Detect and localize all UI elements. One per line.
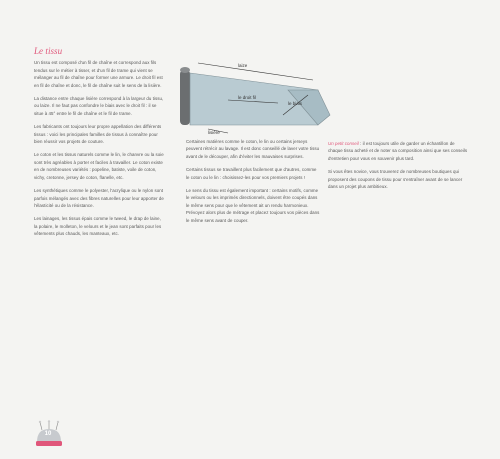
paragraph: Le coton et les tissus naturels comme le lin, le chanvre ou la soie sont très agréables à porter et faciles à travailler. Le coton existe en de nombreuses variétés : popeline, batiste, voile de coton, vichy, cretonne, jersey de coton, flanelle, etc. xyxy=(34,152,164,180)
tip-label: Un petit conseil xyxy=(328,141,359,146)
label-biais: le biais xyxy=(288,101,303,106)
paragraph: Le sens du tissu est également important : certains motifs, comme le velours ou les imprimés directionnels, doivent être coupés dans le même sens pour que le vêtement ait un rendu harmonieux. Prévoyez alors plus de métrage et placez toujours vos pièces dans le même sens avant de couper. xyxy=(186,188,320,223)
label-laize: laize xyxy=(238,63,248,68)
text-column-left xyxy=(34,48,164,244)
tip-text: : il est toujours utile de garder un échantillon de chaque tissu acheté et de noter sa composition ainsi que ses conseils d'entretien pour vous en souvenir plus tard. xyxy=(328,141,468,161)
fabric-roll-illustration xyxy=(168,45,333,135)
paragraph: Les synthétiques comme le polyester, l'acrylique ou le nylon sont parfois mélangés avec des fibres naturelles pour leur apporter de l'élasticité ou de la résistance. xyxy=(34,188,164,208)
paragraph: Certains tissus se travaillent plus facilement que d'autres, comme le coton ou le lin : choisissez-les pour vos premiers projets ! xyxy=(186,167,317,180)
paragraph: Les lainages, les tissus épais comme le tweed, le drap de laine, la polaire, le molleton, le velours et le jean sont parfaits pour les vêtements plus chauds, les manteaux, etc. xyxy=(34,216,162,237)
label-droit-fil: le droit fil xyxy=(238,95,257,100)
paragraph: La distance entre chaque lisière correspond à la largeur du tissu, ou laize. Il ne faut pas confondre le biais avec le droit fil : il se situe à 45° entre le fil de chaîne et le fil de trame. xyxy=(34,96,164,116)
page-number: 10 xyxy=(44,431,52,437)
paragraph: Certaines matières comme le coton, le lin ou certains jerseys peuvent rétrécir au lavage. Il est donc conseillé de laver votre tissu avant de le découper, afin d'éviter les mauvaises surprises. xyxy=(186,139,320,159)
paragraph: Un tissu est composé d'un fil de chaîne et correspond aux fils tendus sur le métier à tisser, et d'un fil de trame qui vient se mélanger au fil de chaîne pour former une armure. Le droit fil est en fil de chaîne et donc, le fil de chaîne suit le sens de la lisière. xyxy=(34,60,163,88)
section-title: Le tissu xyxy=(34,46,63,56)
paragraph: Les fabricants ont toujours leur propre appellation des différents tissus : voici les principales familles de tissus à connaître pour bien réussir vos projets de couture. xyxy=(34,124,162,145)
text-column-right xyxy=(328,140,468,196)
paragraph: Si vous êtes novice, vous trouverez de nombreuses boutiques qui proposent des coupons de tissu pour s'entraîner avant de se lancer dans un projet plus ambitieux. xyxy=(328,169,463,190)
text-column-middle xyxy=(186,138,321,230)
tip-paragraph xyxy=(328,140,468,162)
label-lisiere: lisière xyxy=(208,130,220,135)
fabric-roll xyxy=(180,70,190,125)
